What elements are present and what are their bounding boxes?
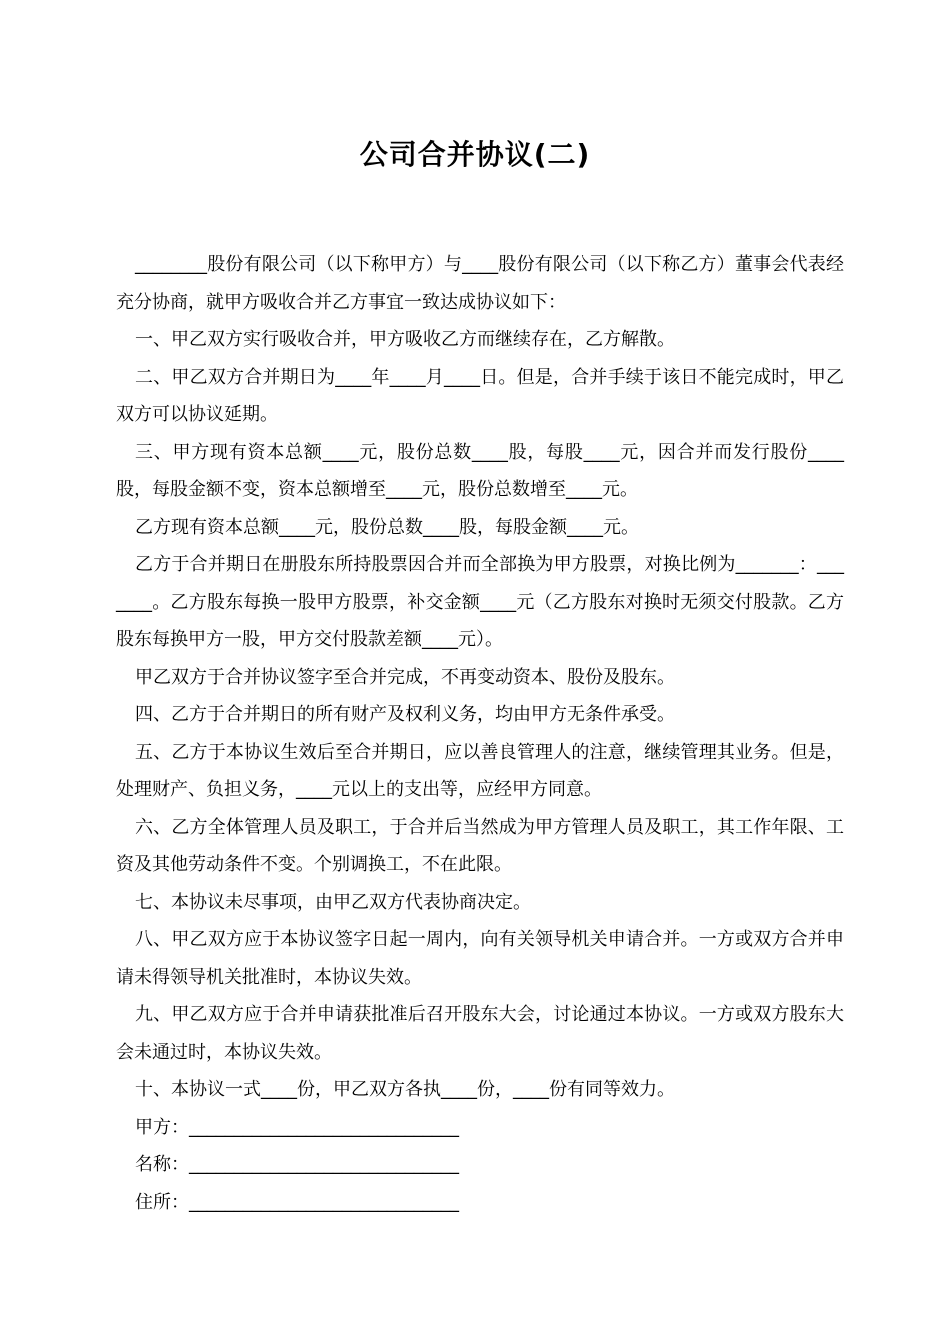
paragraph-clause-10: 十、本协议一式____份，甲乙双方各执____份，____份有同等效力。	[135, 1079, 675, 1100]
signature-address-line: 住所：______________________________	[135, 1191, 459, 1213]
signature-party-a-line: 甲方：______________________________	[135, 1116, 459, 1138]
paragraph-clause-3-share-exchange: 乙方于合并期日在册股东所持股票因合并而全部换为甲方股票，对换比例为_______：_______。乙方股东每换一股甲方股票，补交金额____元（乙方股东对换时无须交付股款。乙方股东每换甲方一股，甲方交付股款差额____元）。	[116, 554, 844, 650]
paragraph-intro: ________股份有限公司（以下称甲方）与____股份有限公司（以下称乙方）董事会代表经充分协商，就甲方吸收合并乙方事宜一致达成协议如下：	[116, 254, 844, 313]
paragraph-clause-8: 八、甲乙双方应于本协议签字日起一周内，向有关领导机关申请合并。一方或双方合并申请未得领导机关批准时，本协议失效。	[116, 929, 844, 988]
paragraph-clause-6: 六、乙方全体管理人员及职工，于合并后当然成为甲方管理人员及职工，其工作年限、工资及其他劳动条件不变。个别调换工，不在此限。	[116, 816, 844, 875]
paragraph-clause-3-party-b-capital: 乙方现有资本总额____元，股份总数____股，每股金额____元。	[135, 516, 639, 538]
paragraph-clause-3-no-change: 甲乙双方于合并协议签字至合并完成，不再变动资本、股份及股东。	[135, 666, 675, 688]
paragraph-clause-1: 一、甲乙双方实行吸收合并，甲方吸收乙方而继续存在，乙方解散。	[135, 329, 675, 350]
paragraph-clause-7: 七、本协议未尽事项，由甲乙双方代表协商决定。	[135, 891, 531, 913]
signature-name-line: 名称：______________________________	[135, 1154, 459, 1175]
document-title: 公司合并协议(二)	[359, 138, 591, 171]
paragraph-clause-9: 九、甲乙双方应于合并申请获批准后召开股东大会，讨论通过本协议。一方或双方股东大会未通过时，本协议失效。	[116, 1004, 844, 1063]
paragraph-clause-5: 五、乙方于本协议生效后至合并期日，应以善良管理人的注意，继续管理其业务。但是，处理财产、负担义务，____元以上的支出等，应经甲方同意。	[116, 741, 844, 800]
paragraph-clause-3: 三、甲方现有资本总额____元，股份总数____股，每股____元，因合并而发行股份____股，每股金额不变，资本总额增至____元，股份总数增至____元。	[116, 441, 844, 500]
paragraph-clause-2: 二、甲乙双方合并期日为____年____月____日。但是，合并手续于该日不能完成时，甲乙双方可以协议延期。	[116, 366, 844, 425]
document-body	[116, 246, 844, 1221]
paragraph-clause-4: 四、乙方于合并期日的所有财产及权利义务，均由甲方无条件承受。	[135, 704, 675, 725]
